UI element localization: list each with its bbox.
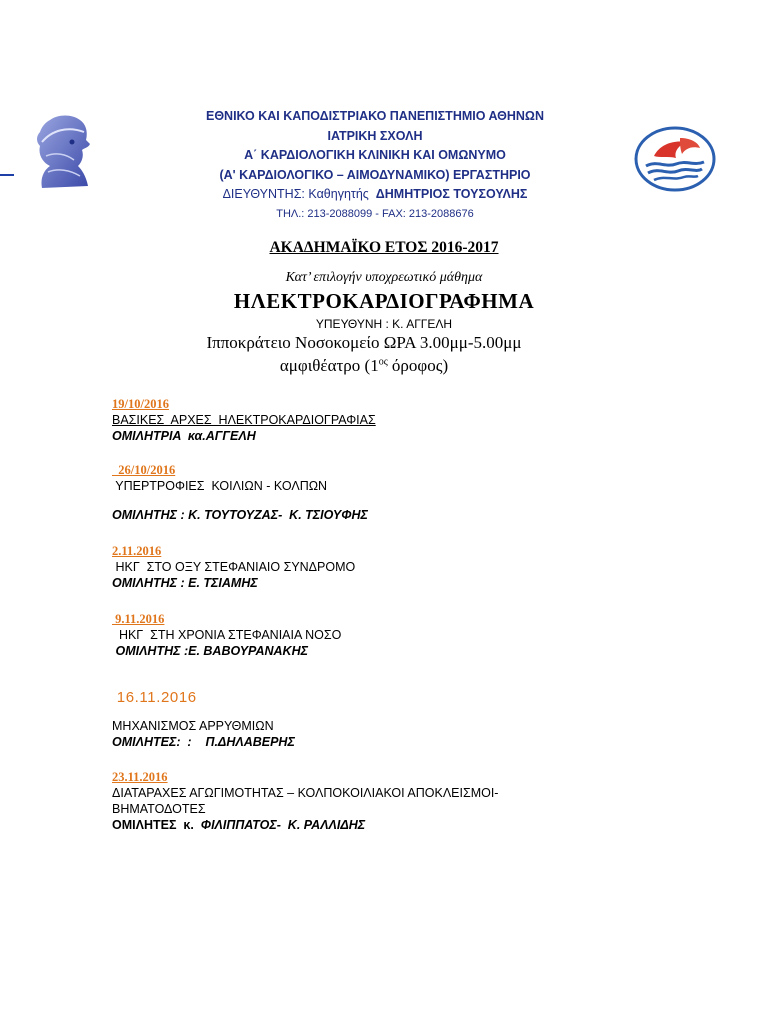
lecture-topic: ΗΚΓ ΣΤΟ ΟΞΥ ΣΤΕΦΑΝΙΑΙΟ ΣΥΝΔΡΟΜΟ [112, 560, 356, 574]
lecture-speaker-prefix: ΟΜΙΛΗΤΕΣ κ. [112, 818, 201, 832]
lecture-item [112, 611, 341, 659]
lecture-date: 23.11.2016 [112, 770, 168, 784]
school-name: ΙΑΤΡΙΚΗ ΣΧΟΛΗ [327, 128, 423, 143]
institution-header [140, 107, 610, 224]
lecture-date: 26/10/2016 [112, 463, 176, 477]
lecture-speaker: ΟΜΙΛΗΤΗΣ : Ε. ΤΣΙΑΜΗΣ [112, 576, 258, 590]
university-name: ΕΘΝΙΚΟ ΚΑΙ ΚΑΠΟΔΙΣΤΡΙΑΚΟ ΠΑΝΕΠΙΣΤΗΜΙΟ ΑΘΗΝΩΝ [206, 109, 544, 123]
athena-emblem-logo [28, 112, 100, 192]
margin-mark [0, 174, 14, 176]
contact-line: ΤΗΛ.: 213-2088099 - FAX: 213-2088676 [276, 207, 474, 220]
lecture-speaker: ΟΜΙΛΗΤΗΣ :Ε. ΒΑΒΟΥΡΑΝΑΚΗΣ [112, 644, 308, 658]
director-name: ΔΗΜΗΤΡΙΟΣ ΤΟΥΣΟΥΛΗΣ [375, 187, 528, 201]
course-responsible: ΥΠΕΥΘΥΝΗ : Κ. ΑΓΓΕΛΗ [315, 317, 453, 331]
lecture-date: 16.11.2016 [112, 689, 197, 706]
lecture-speaker: ΦΙΛΙΠΠΑΤΟΣ- Κ. ΡΑΛΛΙΔΗΣ [200, 818, 366, 832]
lecture-speaker-line [112, 817, 498, 833]
lecture-date: 2.11.2016 [112, 544, 162, 558]
course-title: ΗΛΕΚΤΡΟΚΑΡΔΙΟΓΡΑΦΗΜΑ [233, 289, 535, 313]
course-type: Κατ’ επιλογήν υποχρεωτικό μάθημα [285, 270, 483, 285]
lecture-speaker: ΟΜΙΛΗΤΗΣ : Κ. ΤΟΥΤΟΥΖΑΣ- Κ. ΤΣΙΟΥΦΗΣ [112, 508, 368, 522]
lecture-topic: ΔΙΑΤΑΡΑΧΕΣ ΑΓΩΓΙΜΟΤΗΤΑΣ – ΚΟΛΠΟΚΟΙΛΙΑΚΟΙ ΑΠΟΚΛΕΙΣΜΟΙ- [112, 786, 499, 800]
director-label: ΔΙΕΥΘΥΝΤΗΣ: Καθηγητής [222, 187, 369, 201]
lecture-date: 9.11.2016 [112, 612, 165, 626]
lecture-topic: ΥΠΕΡΤΡΟΦΙΕΣ ΚΟΙΛΙΩΝ - ΚΟΛΠΩΝ [112, 479, 328, 493]
clinic-name: Α΄ ΚΑΡΔΙΟΛΟΓΙΚΗ ΚΛΙΝΙΚΗ ΚΑΙ ΟΜΩΝΥΜΟ [244, 148, 506, 162]
lecture-topic: ΜΗΧΑΝΙΣΜΟΣ ΑΡΡΥΘΜΙΩΝ [112, 719, 274, 733]
venue-time: Ιπποκράτειο Νοσοκομείο ΩΡΑ 3.00μμ-5.00μμ [206, 333, 522, 352]
lab-name: (Α' ΚΑΡΔΙΟΛΟΓΙΚΟ – ΑΙΜΟΔΥΝΑΜΙΚΟ) ΕΡΓΑΣΤΗΡΙΟ [219, 167, 531, 182]
lecture-topic: ΗΚΓ ΣΤΗ ΧΡΟΝΙΑ ΣΤΕΦΑΝΙΑΙΑ ΝΟΣΟ [112, 628, 342, 642]
lecture-item [112, 688, 295, 750]
circular-flame-logo [634, 126, 716, 192]
lecture-item [112, 769, 498, 833]
lecture-speaker: ΟΜΙΛΗΤΕΣ: : Π.ΔΗΛΑΒΕΡΗΣ [112, 735, 295, 749]
room-prefix: αμφιθέατρο (1 [279, 356, 379, 375]
lecture-speaker: ΟΜΙΛΗΤΡΙΑ κα.ΑΓΓΕΛΗ [112, 429, 256, 443]
lecture-topic-continued: ΒΗΜΑΤΟΔΟΤΕΣ [112, 802, 206, 816]
lecture-item [112, 396, 376, 444]
lecture-topic: ΒΑΣΙΚΕΣ ΑΡΧΕΣ ΗΛΕΚΤΡΟΚΑΡΔΙΟΓΡΑΦΙΑΣ [112, 413, 376, 427]
lecture-item [112, 543, 355, 591]
room-sup: ος [378, 356, 388, 368]
room-suffix: όροφος) [387, 356, 449, 375]
lecture-item [112, 462, 368, 523]
director-line [140, 185, 610, 205]
room-line [0, 356, 728, 376]
academic-year: ΑΚΑΔΗΜΑΪΚΟ ΕΤΟΣ 2016-2017 [269, 239, 499, 256]
lecture-date: 19/10/2016 [112, 397, 169, 411]
